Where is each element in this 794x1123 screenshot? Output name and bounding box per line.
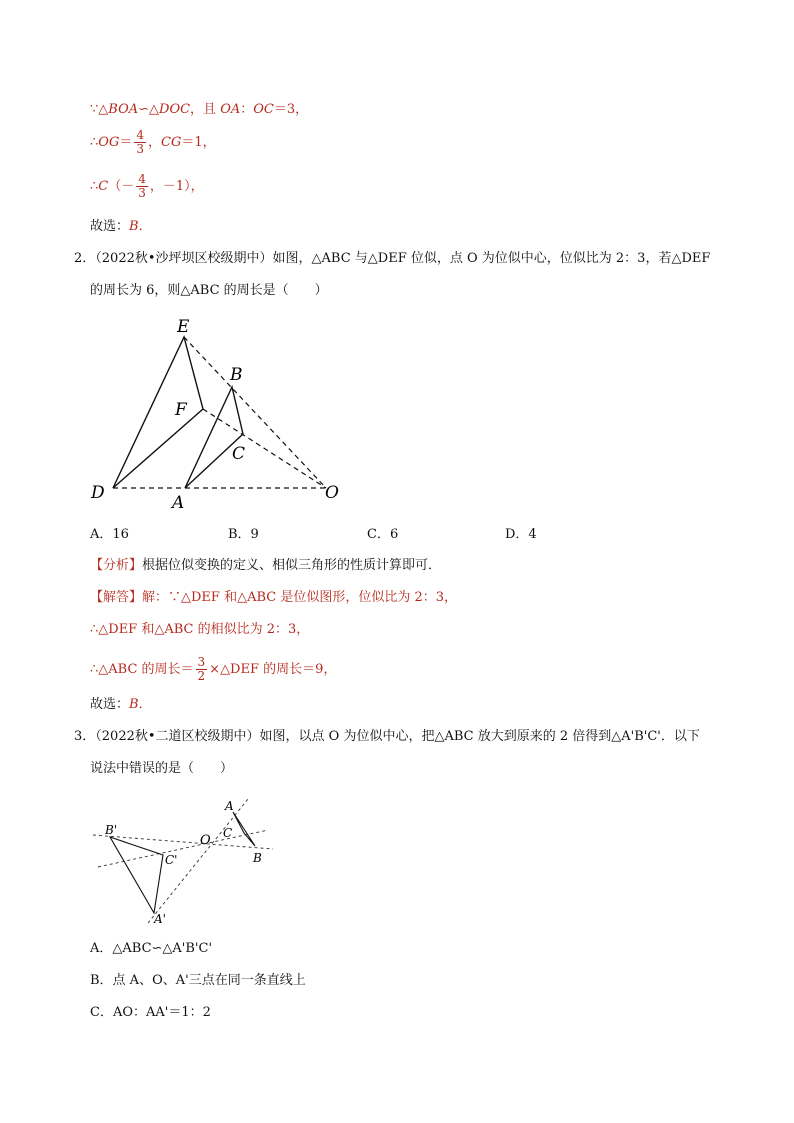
line-a-aprime (148, 799, 248, 923)
sol1-line2: ∴OG＝ $\frac{4}{3}$ ，CG＝1， (90, 128, 216, 156)
label-F: F (175, 400, 187, 420)
label-B: B (253, 851, 262, 865)
q2-option-c[interactable]: C．6 (367, 527, 399, 542)
q3-option-c[interactable]: C．AO：AA'＝1：2 (90, 1005, 211, 1020)
line-b-bprime (93, 835, 273, 849)
q2-analysis: 【分析】根据位似变换的定义、相似三角形的性质计算即可． (90, 558, 442, 573)
q2-answer-line2: ∴△DEF 和△ABC 的相似比为 2：3， (90, 622, 310, 637)
q2-answer-line3: ∴△ABC 的周长＝ $\frac{3}{2}$ ×△DEF 的周长＝9， (90, 655, 337, 683)
line-c-cprime (98, 830, 268, 867)
q2-stem-line1: 2．（2022秋•沙坪坝区校级期中）如图，△ABC 与△DEF 位似，点 O 为位似中心，位似比为 2：3，若△DEF (74, 251, 711, 266)
q3-stem-line2: 说法中错误的是（ ） (90, 761, 234, 776)
sol1-line3: ∴C（－ $\frac{4}{3}$ ，－1）， (90, 172, 204, 200)
label-A: A (225, 799, 234, 813)
label-C-prime: C' (165, 853, 178, 867)
q3-option-b[interactable]: B．点 A、O、A'三点在同一条直线上 (90, 973, 306, 988)
q2-figure (80, 310, 360, 515)
q2-option-a[interactable]: A．16 (90, 527, 129, 542)
q2-stem-line2: 的周长为 6，则△ABC 的周长是（ ） (90, 283, 328, 298)
q2-option-d[interactable]: D．4 (505, 527, 537, 542)
fraction-4-3: $\frac{4}{3}$ (138, 172, 146, 200)
triangle-abc-small (233, 812, 255, 846)
sol1-line1: ∵△BOA∽△DOC，且 OA：OC＝3， (90, 102, 309, 117)
label-O: O (325, 483, 339, 503)
triangle-def (113, 337, 203, 488)
label-E: E (177, 317, 190, 337)
sol1-choice: 故选：B． (90, 219, 152, 234)
label-A: A (172, 493, 185, 513)
q2-answer-line1: 【解答】解：∵△DEF 和△ABC 是位似图形，位似比为 2：3， (90, 590, 458, 605)
label-O: O (200, 833, 211, 848)
ray-f-o (203, 409, 326, 488)
triangle-a1b1c1 (110, 837, 163, 913)
q2-option-b[interactable]: B．9 (228, 527, 259, 542)
label-C: C (223, 826, 233, 840)
fraction-4-3: $\frac{4}{3}$ (136, 128, 144, 156)
label-B: B (230, 365, 243, 385)
ray-e-o (184, 337, 326, 488)
label-D: D (91, 483, 105, 503)
q3-option-a[interactable]: A．△ABC∽△A'B'C' (90, 941, 213, 956)
label-A-prime: A' (154, 912, 166, 925)
triangle-abc (185, 387, 246, 488)
q3-stem-line1: 3．（2022秋•二道区校级期中）如图，以点 O 为位似中心，把△ABC 放大到原来的 2 倍得到△A'B'C'．以下 (74, 729, 700, 744)
q2-choice: 故选：B． (90, 697, 152, 712)
fraction-3-2: $\frac{3}{2}$ (197, 655, 206, 683)
label-B-prime: B' (105, 823, 118, 837)
label-C: C (232, 444, 246, 464)
q3-figure (88, 795, 288, 925)
